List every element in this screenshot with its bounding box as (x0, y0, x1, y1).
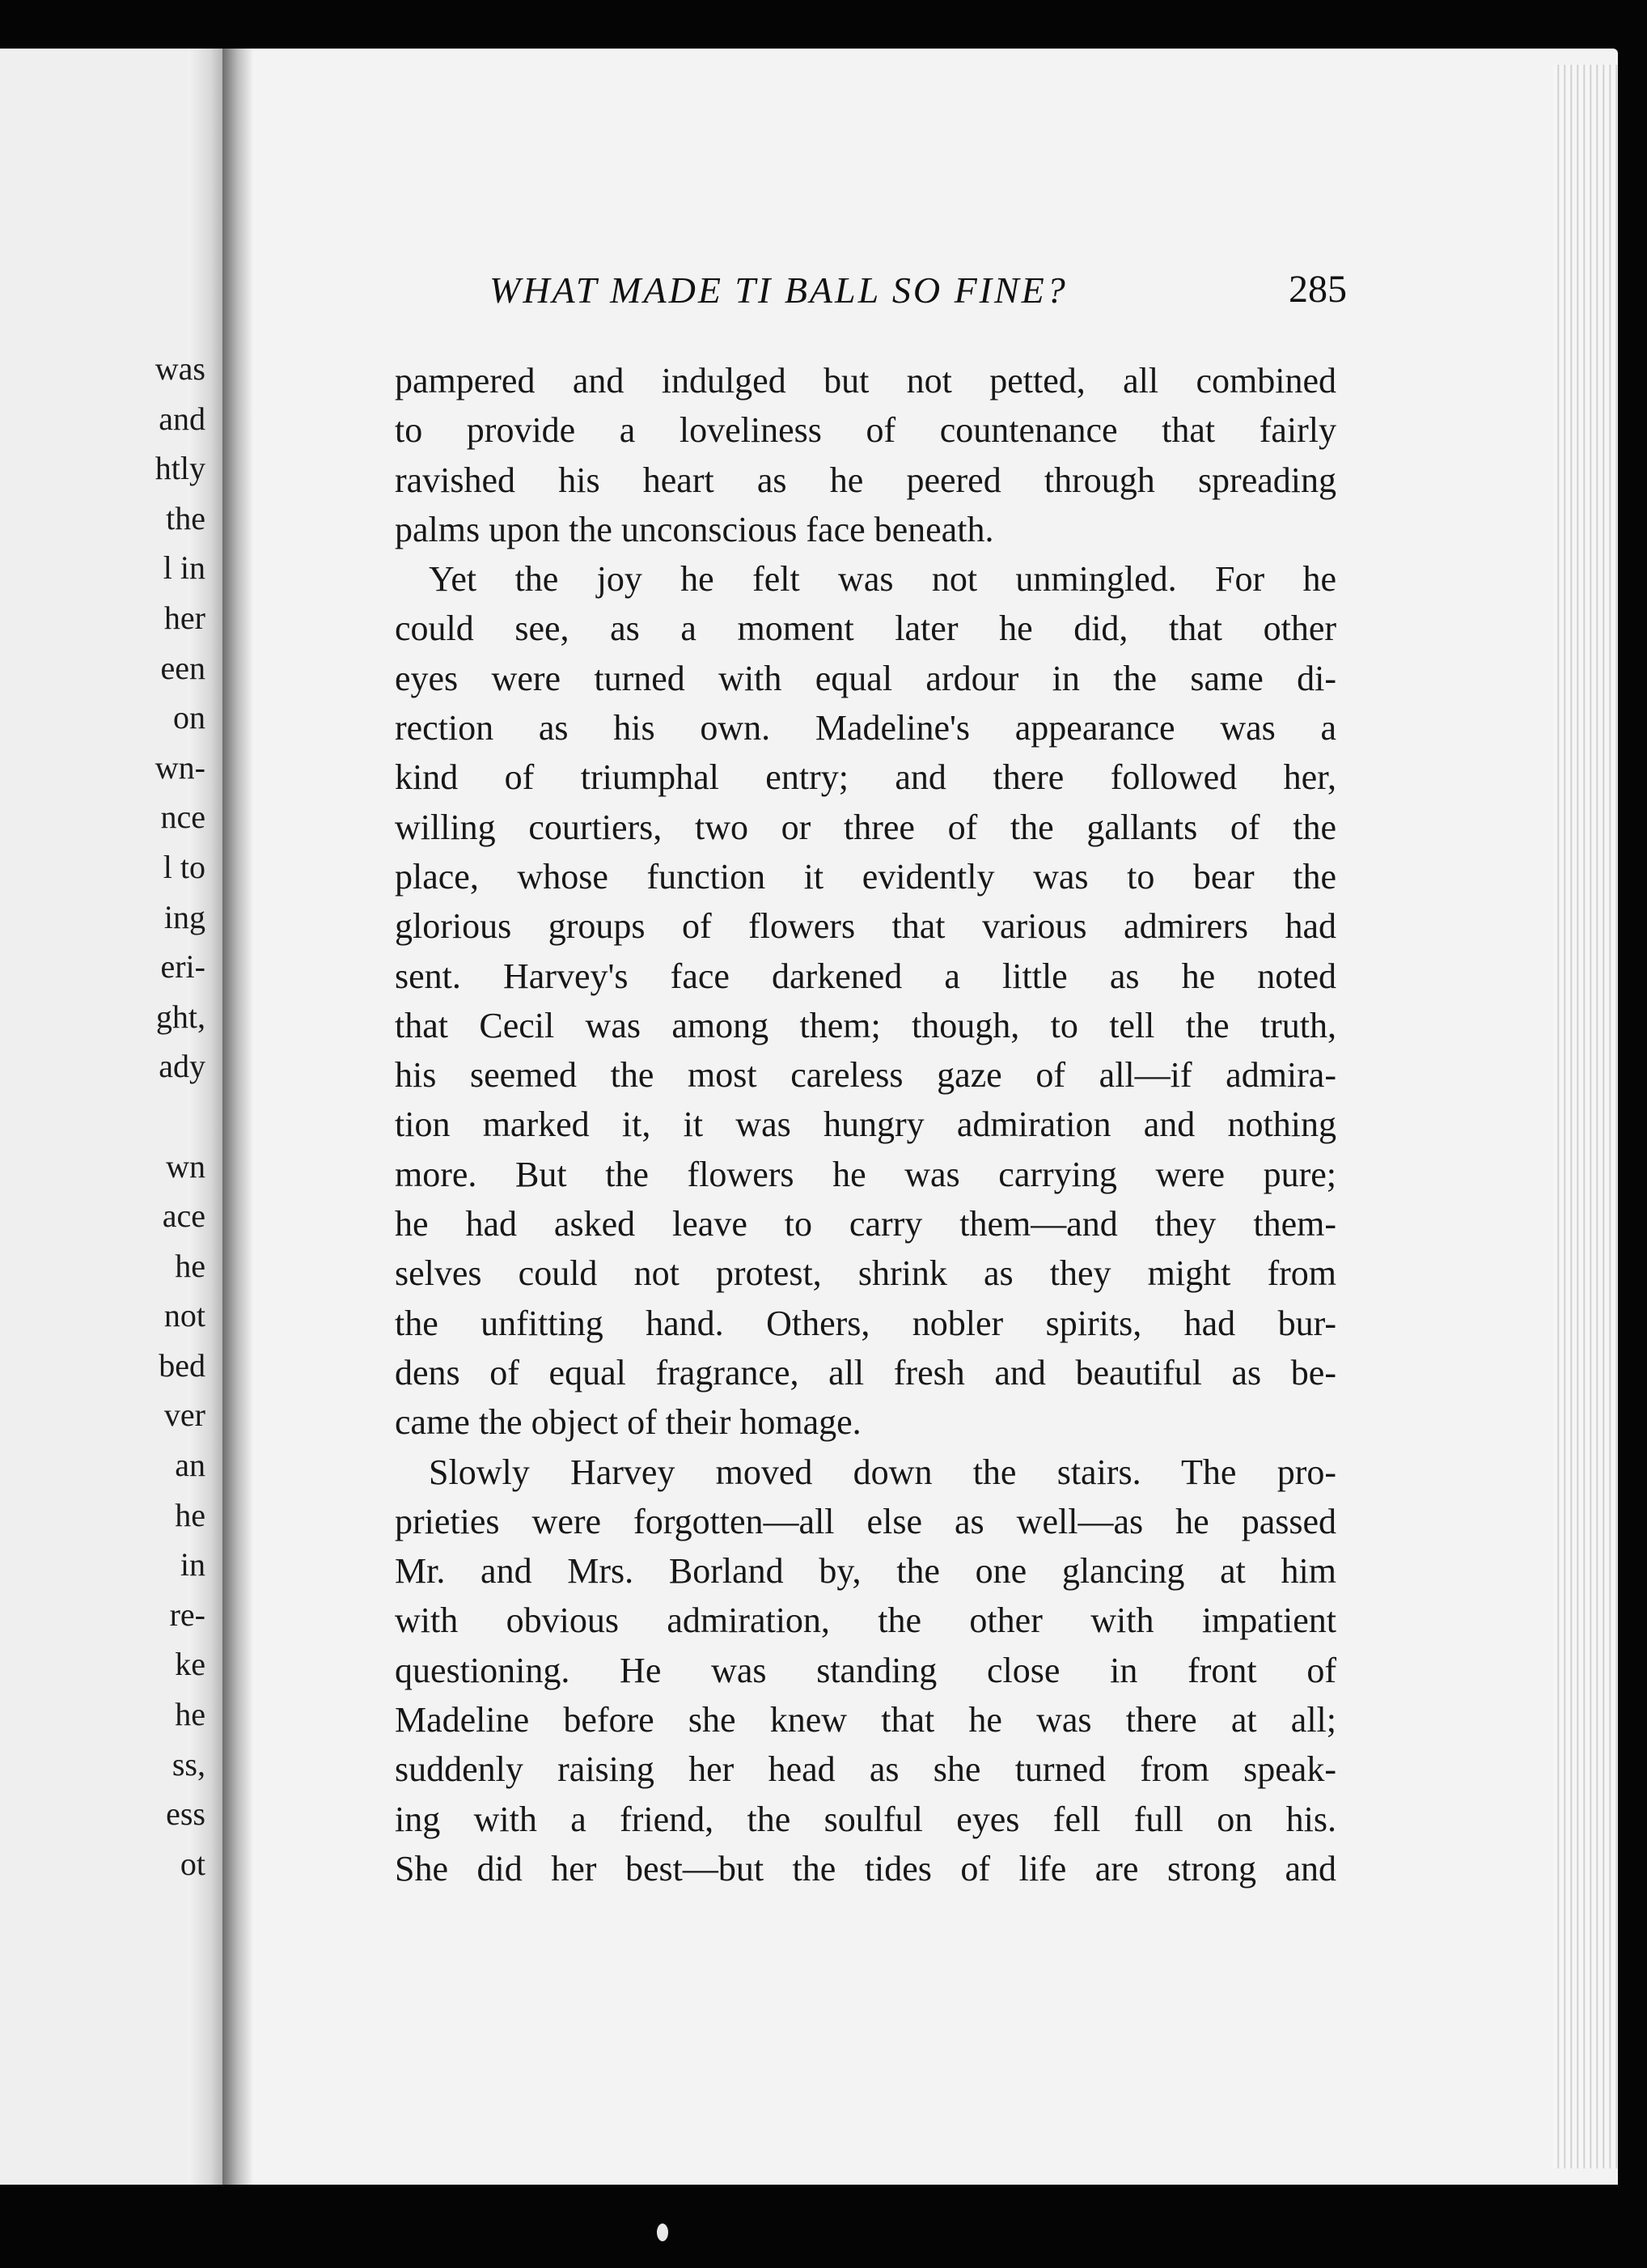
left-page-fragment: an (175, 1447, 205, 1484)
left-page-text-fragments (0, 344, 205, 1889)
left-page-fragment: eri- (160, 948, 205, 986)
left-page-fragment: ess (166, 1795, 205, 1833)
body-line: came the object of their homage. (395, 1402, 862, 1443)
left-page-fragment: ing (163, 898, 205, 935)
left-page-fragment: on (173, 699, 205, 736)
body-line: Mr. and Mrs. Borland by, the one glancing at him (395, 1551, 1336, 1592)
left-page-fragment: the (166, 499, 205, 536)
body-line: palms upon the unconscious face beneath. (395, 509, 994, 549)
left-page-gap (0, 1092, 205, 1142)
left-page-fragment: her (163, 599, 205, 636)
body-line: could see, as a moment later he did, that other (395, 608, 1336, 649)
left-page-fragment: wn (166, 1147, 205, 1185)
left-page-fragment: not (163, 1297, 205, 1334)
body-line: Yet the joy he felt was not unmingled. For he (429, 559, 1336, 600)
body-text (395, 356, 1336, 1893)
left-page-fragment: wn- (155, 748, 205, 786)
body-line: ing with a friend, the soulful eyes fell full on his. (395, 1799, 1336, 1839)
page-edges (1553, 65, 1618, 2168)
body-line: Slowly Harvey moved down the stairs. The pro- (429, 1452, 1336, 1492)
left-page-fragment: he (175, 1247, 205, 1284)
body-line: willing courtiers, two or three of the gallants of the (395, 807, 1336, 847)
body-line: that Cecil was among them; though, to tell the truth, (395, 1005, 1336, 1045)
right-page-gutter-shadow (222, 49, 253, 2185)
body-line: with obvious admiration, the other with impatient (395, 1600, 1336, 1641)
left-page-fragment: ss, (171, 1745, 205, 1783)
left-page-fragment: re- (169, 1596, 205, 1633)
body-line: to provide a loveliness of countenance that fairly (395, 410, 1336, 451)
body-line: rection as his own. Madeline's appearance was a (395, 708, 1336, 748)
left-page-fragment: he (175, 1496, 205, 1533)
body-line: prieties were forgotten—all else as well—as he passed (395, 1501, 1336, 1541)
left-page-fragment: and (159, 400, 205, 437)
left-page-fragment: ke (175, 1646, 205, 1683)
body-line: kind of triumphal entry; and there followed her, (395, 757, 1336, 798)
body-line: suddenly raising her head as she turned from speak- (395, 1749, 1336, 1790)
body-line: sent. Harvey's face darkened a little as he noted (395, 956, 1336, 996)
left-page-fragment: ady (159, 1048, 205, 1085)
body-line: he had asked leave to carry them—and they them- (395, 1204, 1336, 1244)
left-page-fragment: bed (159, 1346, 205, 1384)
body-line: his seemed the most careless gaze of all—if admira- (395, 1055, 1336, 1096)
left-page-fragment: ver (163, 1397, 205, 1434)
body-line: glorious groups of flowers that various admirers had (395, 906, 1336, 947)
left-page-fragment: een (160, 649, 205, 686)
body-line: questioning. He was standing close in front of (395, 1650, 1336, 1690)
left-page-fragment: htly (155, 450, 205, 487)
left-page-fragment: l to (163, 848, 205, 885)
body-line: She did her best—but the tides of life are strong and (395, 1848, 1336, 1889)
body-line: Madeline before she knew that he was there at all; (395, 1700, 1336, 1740)
body-line: more. But the flowers he was carrying were pure; (395, 1154, 1336, 1194)
body-line: eyes were turned with equal ardour in the same di- (395, 658, 1336, 698)
left-page-fragment: l in (163, 549, 205, 587)
body-line: the unfitting hand. Others, nobler spirits, had bur- (395, 1303, 1336, 1343)
left-page-fragment: in (180, 1546, 205, 1583)
scan-artifact-bottom (657, 2223, 668, 2241)
left-page-fragment: was (155, 350, 205, 387)
left-page-fragment: ght, (155, 998, 205, 1035)
body-line: tion marked it, it was hungry admiration and nothing (395, 1104, 1336, 1145)
body-line: pampered and indulged but not petted, all combined (395, 361, 1336, 401)
left-page-fragment: ot (180, 1845, 205, 1882)
page-number: 285 (1289, 268, 1347, 311)
left-page-fragment: ace (162, 1198, 205, 1235)
body-line: selves could not protest, shrink as they might from (395, 1253, 1336, 1294)
body-line: place, whose function it evidently was to bear the (395, 856, 1336, 897)
running-head: WHAT MADE TI BALL SO FINE? (489, 269, 1068, 311)
body-line: ravished his heart as he peered through spreading (395, 460, 1336, 500)
scan-artifact-top (1278, 0, 1391, 50)
left-page-fragment: nce (160, 799, 205, 836)
body-line: dens of equal fragrance, all fresh and beautiful as be- (395, 1352, 1336, 1393)
left-page-fragment: he (175, 1696, 205, 1733)
